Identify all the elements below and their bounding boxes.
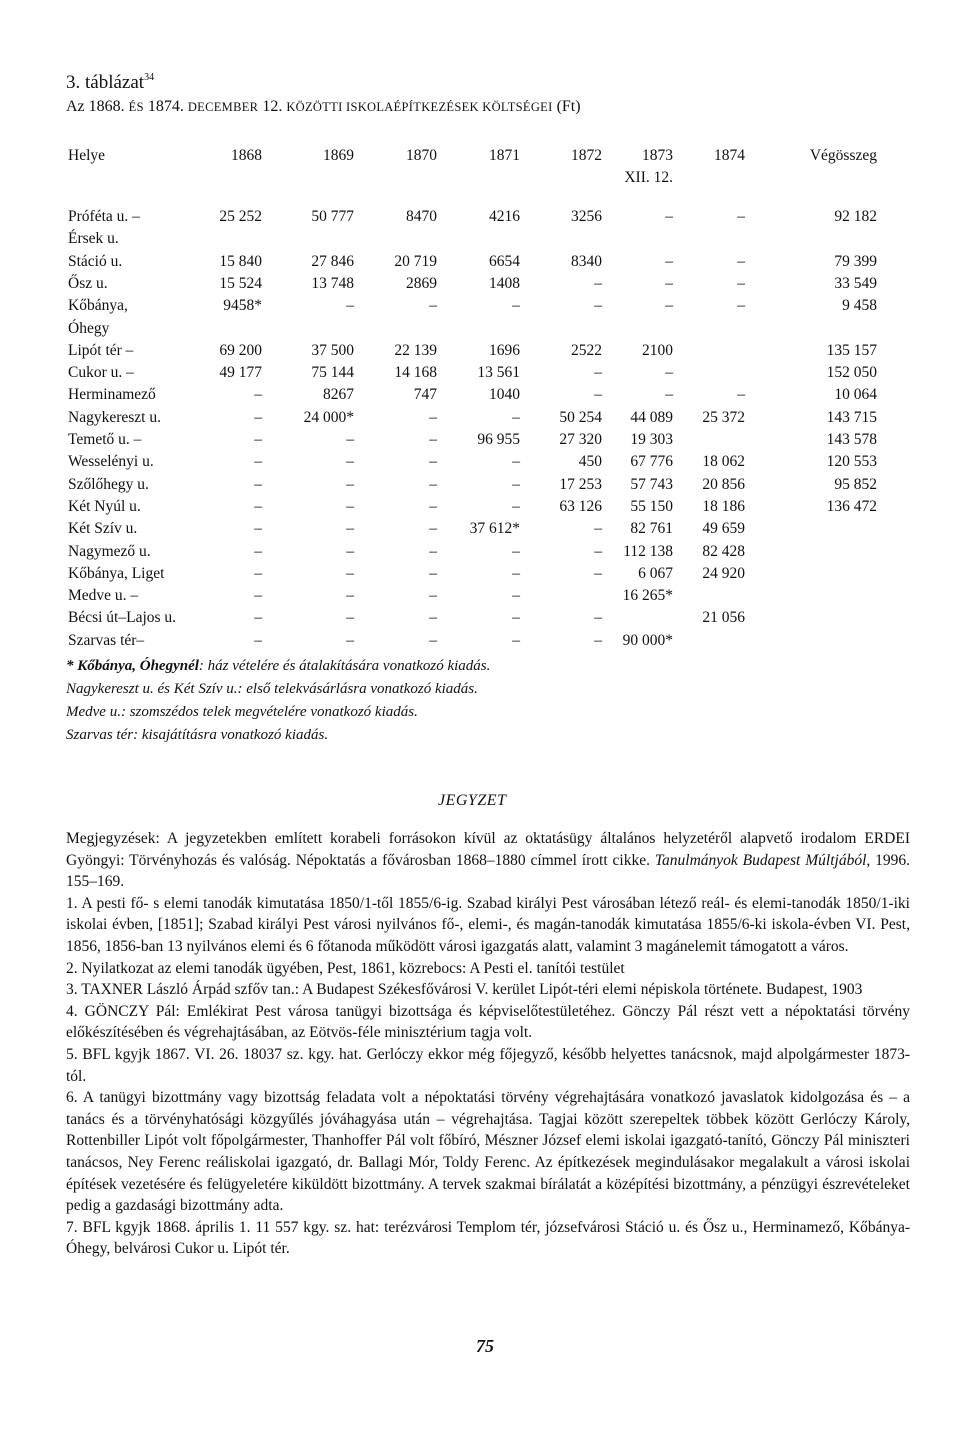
table-cell: –	[429, 408, 437, 426]
table-cell: –	[737, 274, 745, 292]
table-cell: 33 549	[834, 274, 877, 292]
table-cell: –	[429, 497, 437, 515]
table-cell: 90 000*	[622, 631, 673, 649]
row-label: Nagykereszt u.	[68, 408, 161, 426]
table-cell: –	[665, 252, 673, 270]
footnote-1: * Kőbánya, Óhegynél: ház vételére és átalakítására vonatkozó kiadás.	[66, 658, 491, 674]
table-cell: 143 715	[826, 408, 877, 426]
table-cell: –	[737, 208, 745, 225]
table-cell: –	[512, 564, 520, 582]
table-cell: –	[737, 297, 745, 315]
table-cell: –	[594, 364, 602, 382]
table-cell: 20 856	[702, 475, 745, 493]
table-cell: –	[254, 453, 262, 471]
table-cell: 747	[413, 386, 437, 404]
table-cell: 96 955	[477, 431, 520, 448]
table-cell: –	[512, 408, 520, 426]
table-cell: –	[254, 564, 262, 582]
table-cell: –	[346, 431, 354, 448]
table-cell: 27 320	[559, 431, 602, 448]
table-cell: 2100	[642, 341, 673, 359]
row-label: Stáció u.	[68, 252, 123, 270]
table-cell: –	[512, 631, 520, 649]
table-cell: 1040	[489, 386, 520, 404]
table-cell: 2522	[571, 341, 602, 359]
column-header: Végösszeg	[809, 147, 877, 164]
table-cell: 9458*	[223, 297, 262, 315]
table-cell: –	[346, 542, 354, 560]
notes-heading: JEGYZET	[438, 792, 507, 809]
table-subtitle: Az 1868. ÉS 1874. DECEMBER 12. KÖZÖTTI ISKOLAÉPÍTKEZÉSEK KÖLTSÉGEI (Ft)	[66, 98, 581, 115]
row-label: Próféta u. –	[68, 208, 140, 225]
table-cell: –	[594, 297, 602, 315]
column-header: 1871	[489, 147, 520, 164]
note-item: 7. BFL kgyjk 1868. április 1. 11 557 kgy. sz. hat: terézvárosi Templom tér, józsefvárosi Stáció u. és Ősz u., Herminamező, Kőbánya-Óhegy, belvárosi Cukor u. Lipót tér.	[66, 1218, 910, 1258]
table-cell: 112 138	[623, 542, 673, 560]
table-cell: 6 067	[638, 564, 673, 582]
table-cell: –	[512, 453, 520, 471]
table-cell: 63 126	[559, 497, 602, 515]
row-label: Cukor u. –	[68, 364, 134, 382]
table-cell: 95 852	[834, 475, 877, 493]
table-cell: 67 776	[630, 453, 673, 471]
table-cell: –	[429, 453, 437, 471]
table-cell: 82 428	[702, 542, 745, 560]
table-cell: 25 252	[219, 208, 262, 225]
table-cell: –	[254, 431, 262, 448]
table-cell: 136 472	[826, 497, 877, 515]
table-cell: –	[346, 453, 354, 471]
table-cell: –	[594, 386, 602, 404]
column-header: Helye	[68, 147, 106, 164]
table-cell: 69 200	[219, 341, 262, 359]
table-cell: 49 659	[702, 520, 745, 538]
table-cell: –	[594, 542, 602, 560]
table-cell: –	[429, 297, 437, 315]
table-cell: 27 846	[311, 252, 354, 270]
table-cell: –	[254, 609, 262, 627]
table-cell: 57 743	[630, 475, 673, 493]
table-cell: 50 254	[559, 408, 602, 426]
table-cell: 18 186	[702, 497, 745, 515]
row-label: Bécsi út–Lajos u.	[68, 609, 177, 627]
notes-body	[66, 806, 910, 1260]
table-cell: 44 089	[630, 408, 673, 426]
table-cell: 3256	[571, 208, 602, 225]
table-cell: 1408	[489, 274, 520, 292]
table-cell: –	[429, 631, 437, 649]
table-cell: –	[254, 475, 262, 493]
row-label: Lipót tér –	[68, 341, 134, 359]
table-cell: 450	[578, 453, 602, 471]
row-label: Ősz u.	[68, 274, 108, 292]
table-cell: –	[429, 587, 437, 605]
row-label: Nagymező u.	[68, 542, 151, 560]
table-cell: 1696	[489, 341, 520, 359]
table-cell: 15 524	[219, 274, 262, 292]
table-cell: –	[254, 542, 262, 560]
table-cell: 37 500	[311, 341, 354, 359]
row-label: Érsek u.	[68, 230, 119, 248]
table-cell: –	[512, 475, 520, 493]
table-cell: –	[737, 252, 745, 270]
note-item: 1. A pesti fő- s elemi tanodák kimutatása 1850/1-től 1855/6-ig. Szabad királyi Pest városában létező reál- és elemi-tanodák 1850/1-iki iskolai évben, [1851]; Szabad királyi Pest városi nyilvános fő-, elemi-, és magán-tanodák kimutatása 1855/6-ki iskola-évben VI. Pest, 1856, 1856-ban 13 nyilvános elemi és 6 főtanoda működött városi igazgatás alatt, valamint 3 magánelemit támogatott a város.	[66, 894, 910, 955]
table-cell: 13 748	[311, 274, 354, 292]
table-cell: –	[254, 631, 262, 649]
table-cell: 82 761	[630, 520, 673, 538]
table-cell: –	[346, 297, 354, 315]
note-item: 2. Nyilatkozat az elemi tanodák ügyében, Pest, 1861, közrebocs: A Pesti el. tanítói testület	[66, 959, 625, 977]
table-cell: –	[429, 475, 437, 493]
table-cell: –	[512, 497, 520, 515]
table-cell: 8267	[323, 386, 354, 404]
row-label: Két Szív u.	[68, 520, 138, 538]
table-cell: 20 719	[394, 252, 437, 270]
table-cell: –	[254, 408, 262, 426]
table-cell: –	[594, 564, 602, 582]
row-label: Medve u. –	[68, 587, 139, 605]
table-cell: 21 056	[702, 609, 745, 627]
note-item: 5. BFL kgyjk 1867. VI. 26. 18037 sz. kgy. hat. Gerlóczy ekkor még főjegyző, később helyettes tanácsnok, majd alpolgármester 1873-tól.	[66, 1045, 910, 1085]
table-title: 3. táblázat$^{34}$	[66, 72, 155, 93]
table-cell: 19 303	[630, 431, 673, 448]
table-cell: –	[429, 431, 437, 448]
table-cell: –	[254, 386, 262, 404]
table-cell: –	[665, 297, 673, 315]
table-cell: 6654	[489, 252, 520, 270]
table-cell: 24 920	[702, 564, 745, 582]
column-header: 1870	[406, 147, 437, 164]
table-cell: –	[346, 631, 354, 649]
column-header: 1872	[571, 147, 602, 164]
row-label: Szarvas tér–	[68, 631, 145, 649]
footnote-4: Szarvas tér: kisajátításra vonatkozó kiadás.	[66, 727, 329, 743]
table-cell: 16 265*	[622, 587, 673, 605]
table-cell: –	[346, 564, 354, 582]
table-cell: –	[512, 587, 520, 605]
table-cell: 152 050	[826, 364, 877, 382]
footnote-ref: 34	[144, 72, 155, 83]
table-cell: –	[512, 297, 520, 315]
table-cell: 8470	[406, 208, 437, 225]
row-label: Temető u. –	[68, 431, 142, 448]
table-cell: –	[512, 542, 520, 560]
table-cell: 75 144	[311, 364, 354, 382]
column-header: 1869	[323, 147, 354, 164]
column-header: 1874	[714, 147, 745, 164]
table-cell: 13 561	[477, 364, 520, 382]
table-cell: –	[594, 274, 602, 292]
table-cell: 10 064	[834, 386, 877, 404]
table-cell: –	[665, 274, 673, 292]
note-item: 6. A tanügyi bizottmány vagy bizottság feladata volt a népoktatási törvény végrehajtására vonatkozó javaslatok kidolgozása és – a tanács és a törvényhatósági közgyűlés jóváhagyása után – végrehajtása. Tagjai között szerepeltek többek között Gerlóczy Károly, Rottenbiller Lipót volt főpolgármester, Thanhoffer Pál volt főbíró, Mészner József elemi iskolai igazgató-tanító, Gönczy Pál miniszteri tanácsos, Ney Ferenc reáliskolai igazgató, dr. Ballagi Mór, Toldy Ferenc. Az építkezések megindulásakor megalakult a városi iskolai építések vezetésére és felügyeletére kiküldött bizottmány. A tervek szakmai bírálatát a középítési bizottmány, a pénzügyi észrevételeket pedig a gazdasági bizottmány adta.	[66, 1089, 910, 1215]
table-cell: –	[254, 497, 262, 515]
table-cell: –	[346, 520, 354, 538]
notes-intro: Megjegyzések: A jegyzetekben említett korabeli forrásokon kívül az oktatásügy általános helyzetéről alapvető irodalom ERDEI Gyöngyi: Törvényhozás és valóság. Népoktatás a fővárosban 1868–1880 címmel írott cikke. Tanulmányok Budapest Múltjából, 1996. 155–169.	[66, 830, 911, 891]
table-cell: 49 177	[219, 364, 262, 382]
table-cell: 135 157	[826, 341, 877, 359]
row-label: Óhegy	[68, 319, 110, 337]
table-cell: –	[665, 208, 673, 225]
table-cell: –	[346, 475, 354, 493]
row-label: Két Nyúl u.	[68, 497, 141, 515]
table-cell: –	[594, 631, 602, 649]
table-cell: 92 182	[834, 208, 877, 225]
table-cell: –	[429, 520, 437, 538]
table-cell: –	[594, 520, 602, 538]
table-cell: 2869	[406, 274, 437, 292]
table-cell: 14 168	[394, 364, 437, 382]
table-cell: –	[429, 609, 437, 627]
footnote-3: Medve u.: szomszédos telek megvételére vonatkozó kiadás.	[66, 704, 418, 720]
table-cell: 120 553	[826, 453, 877, 471]
table-cell: 25 372	[702, 408, 745, 426]
table-cell: 22 139	[394, 341, 437, 359]
table-cell: –	[254, 587, 262, 605]
table-cell: 55 150	[630, 497, 673, 515]
row-label: Kőbánya,	[68, 297, 128, 315]
table-cell: 143 578	[826, 431, 877, 448]
column-header-sub: XII. 12.	[624, 169, 673, 186]
table-cell: 4216	[489, 208, 520, 225]
note-item: 3. TAXNER László Árpád szfőv tan.: A Budapest Székesfővárosi V. kerület Lipót-téri elemi népiskola története. Budapest, 1903	[66, 981, 863, 999]
table-cell: –	[346, 497, 354, 515]
table-cell: –	[665, 386, 673, 404]
table-cell: –	[512, 609, 520, 627]
table-cell: 50 777	[311, 208, 354, 225]
table-cell: –	[346, 587, 354, 605]
table-cell: 79 399	[834, 252, 877, 270]
table-cell: 9 458	[842, 297, 877, 315]
table-cell: –	[665, 364, 673, 382]
table-cell: 24 000*	[303, 408, 354, 426]
table-cell: –	[429, 542, 437, 560]
table-cell: –	[429, 564, 437, 582]
table-cell: 17 253	[559, 475, 602, 493]
table-cell: 8340	[571, 252, 602, 270]
column-header: 1873	[642, 147, 673, 164]
page-number: 75	[476, 1336, 494, 1356]
table-cell: 15 840	[219, 252, 262, 270]
column-header: 1868	[231, 147, 262, 164]
table-cell: –	[594, 609, 602, 627]
note-item: 4. GÖNCZY Pál: Emlékirat Pest városa tanügyi bizottsága és képviselőtestületéhez. Gönczy Pál részt vett a népoktatási törvény előkészítésében és végrehajtásában, az Eötvös-féle minisztérium tagja volt.	[66, 1002, 910, 1042]
row-label: Szőlőhegy u.	[68, 475, 149, 493]
row-label: Wesselényi u.	[68, 453, 154, 471]
row-label: Kőbánya, Liget	[68, 564, 165, 582]
table-cell: –	[346, 609, 354, 627]
footnote-2: Nagykereszt u. és Két Szív u.: első telekvásárlásra vonatkozó kiadás.	[66, 681, 478, 697]
table-cell: –	[737, 386, 745, 404]
table-cell: 37 612*	[469, 520, 520, 538]
row-label: Herminamező	[68, 386, 156, 404]
table-cell: 18 062	[702, 453, 745, 471]
table-cell: –	[254, 520, 262, 538]
